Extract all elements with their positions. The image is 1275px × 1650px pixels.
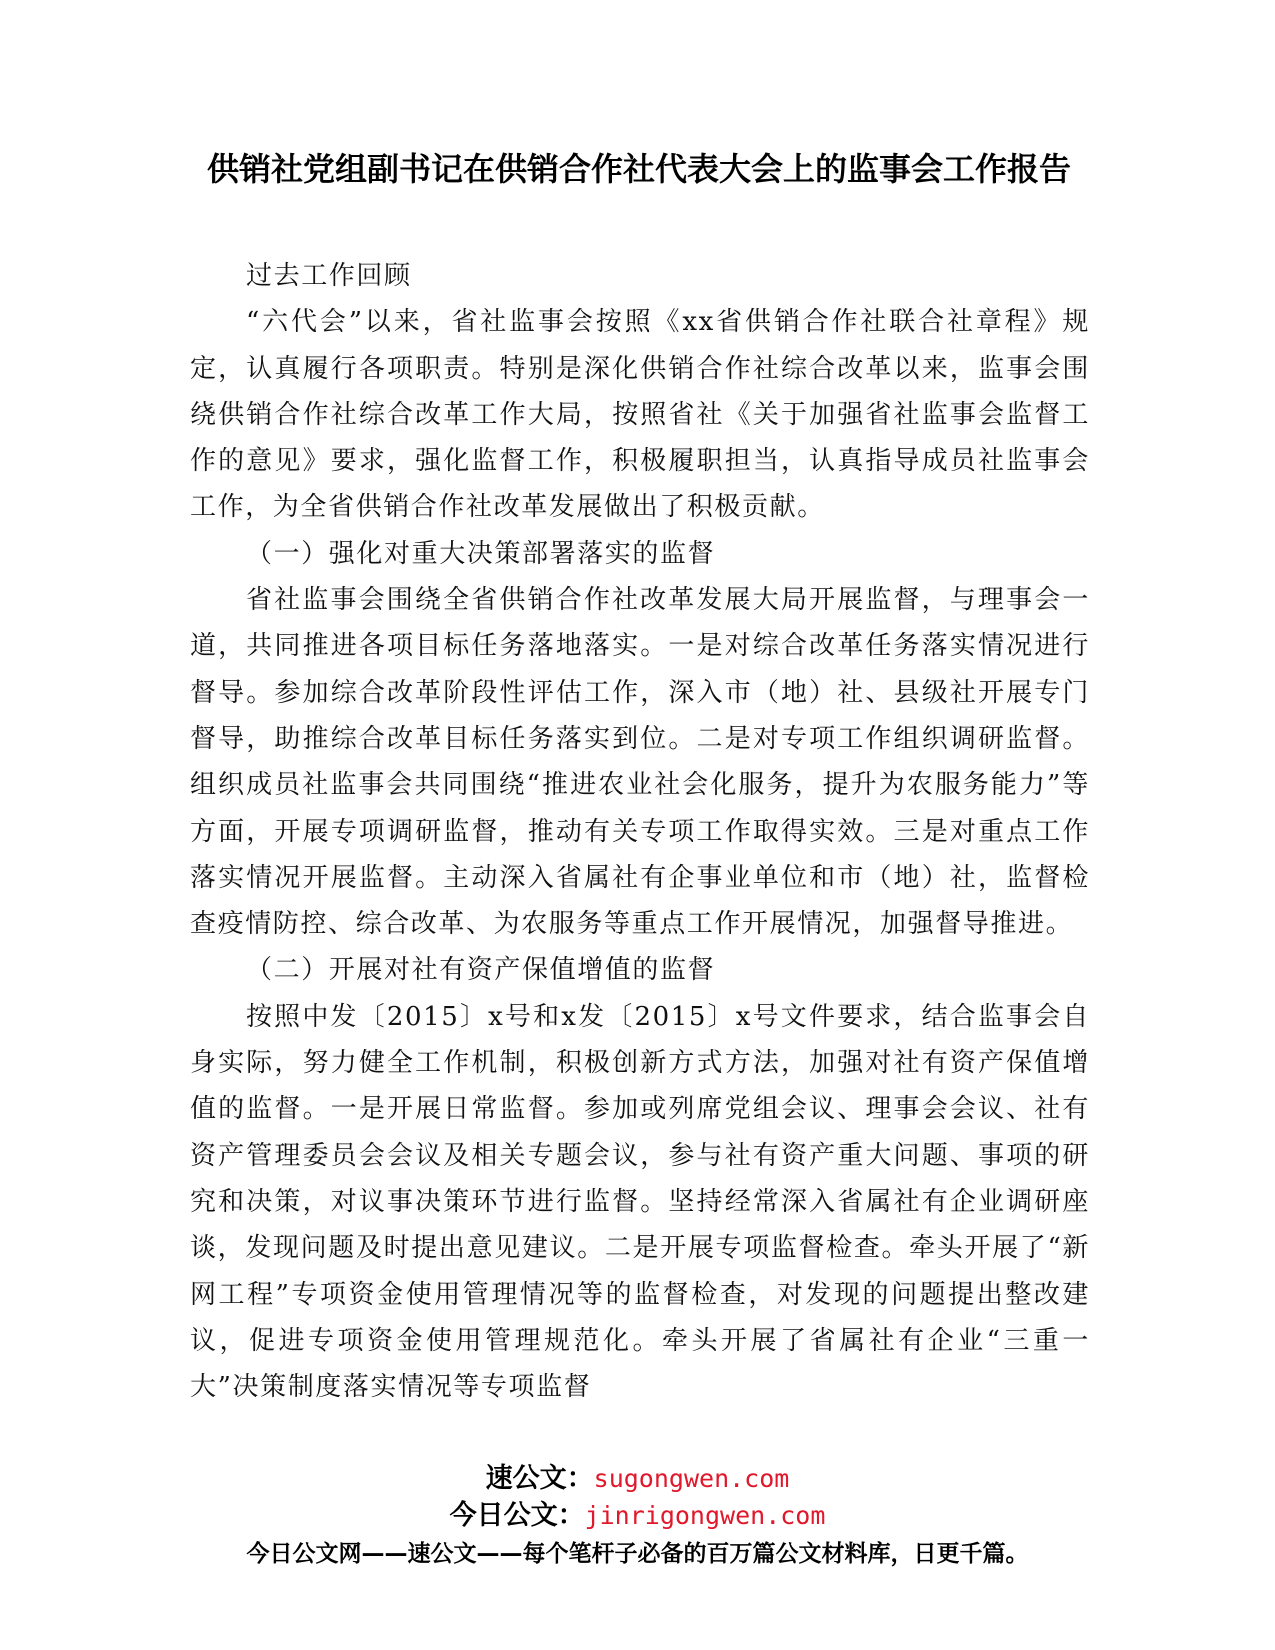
paragraph-section-1: 省社监事会围绕全省供销合作社改革发展大局开展监督，与理事会一道，共同推进各项目标任务落地落实。一是对综合改革任务落实情况进行督导。参加综合改革阶段性评估工作，深入市（地）社、县级社开展专门督导，助推综合改革目标任务落实到位。二是对专项工作组织调研监督。组织成员社监事会共同围绕“推进农业社会化服务，提升为农服务能力”等方面，开展专项调研监督，推动有关专项工作取得实效。三是对重点工作落实情况开展监督。主动深入省属社有企事业单位和市（地）社，监督检查疫情防控、综合改革、为农服务等重点工作开展情况，加强督导推进。 bbox=[190, 585, 1090, 940]
document-body bbox=[190, 253, 1090, 1410]
footer-line-jinrigongwen bbox=[0, 1497, 1275, 1534]
section-heading-review: 过去工作回顾 bbox=[246, 261, 412, 291]
footer-label-jinrigongwen: 今日公文： bbox=[449, 1500, 585, 1531]
footer-watermark bbox=[0, 1460, 1275, 1572]
footer-line-sugongwen bbox=[0, 1460, 1275, 1497]
footer-link-sugongwen[interactable]: sugongwen.com bbox=[593, 1464, 790, 1493]
footer-slogan: 今日公文网——速公文——每个笔杆子必备的百万篇公文材料库，日更千篇。 bbox=[246, 1541, 1029, 1567]
footer-link-jinrigongwen[interactable]: jinrigongwen.com bbox=[584, 1501, 826, 1530]
section-heading-2: （二）开展对社有资产保值增值的监督 bbox=[246, 955, 716, 986]
footer-label-sugongwen: 速公文： bbox=[485, 1463, 594, 1494]
paragraph-section-2: 按照中发〔2015〕x号和x发〔2015〕x号文件要求，结合监事会自身实际，努力健全工作机制，积极创新方式方法，加强对社有资产保值增值的监督。一是开展日常监督。参加或列席党组会议、理事会会议、社有资产管理委员会会议及相关专题会议，参与社有资产重大问题、事项的研究和决策，对议事决策环节进行监督。坚持经常深入省属社有企业调研座谈，发现问题及时提出意见建议。二是开展专项监督检查。牵头开展了“新网工程”专项资金使用管理情况等的监督检查，对发现的问题提出整改建议，促进专项资金使用管理规范化。牵头开展了省属社有企业“三重一大”决策制度落实情况等专项监督 bbox=[190, 1001, 1090, 1403]
document-title: 供销社党组副书记在供销合作社代表大会上的监事会工作报告 bbox=[206, 150, 1071, 188]
paragraph-intro: “六代会”以来，省社监事会按照《xx省供销合作社联合社章程》规定，认真履行各项职责。特别是深化供销合作社综合改革以来，监事会围绕供销合作社综合改革工作大局，按照省社《关于加强省社监事会监督工作的意见》要求，强化监督工作，积极履职担当，认真指导成员社监事会工作，为全省供销合作社改革发展做出了积极贡献。 bbox=[190, 307, 1090, 523]
section-heading-1: （一）强化对重大决策部署落实的监督 bbox=[246, 538, 716, 569]
